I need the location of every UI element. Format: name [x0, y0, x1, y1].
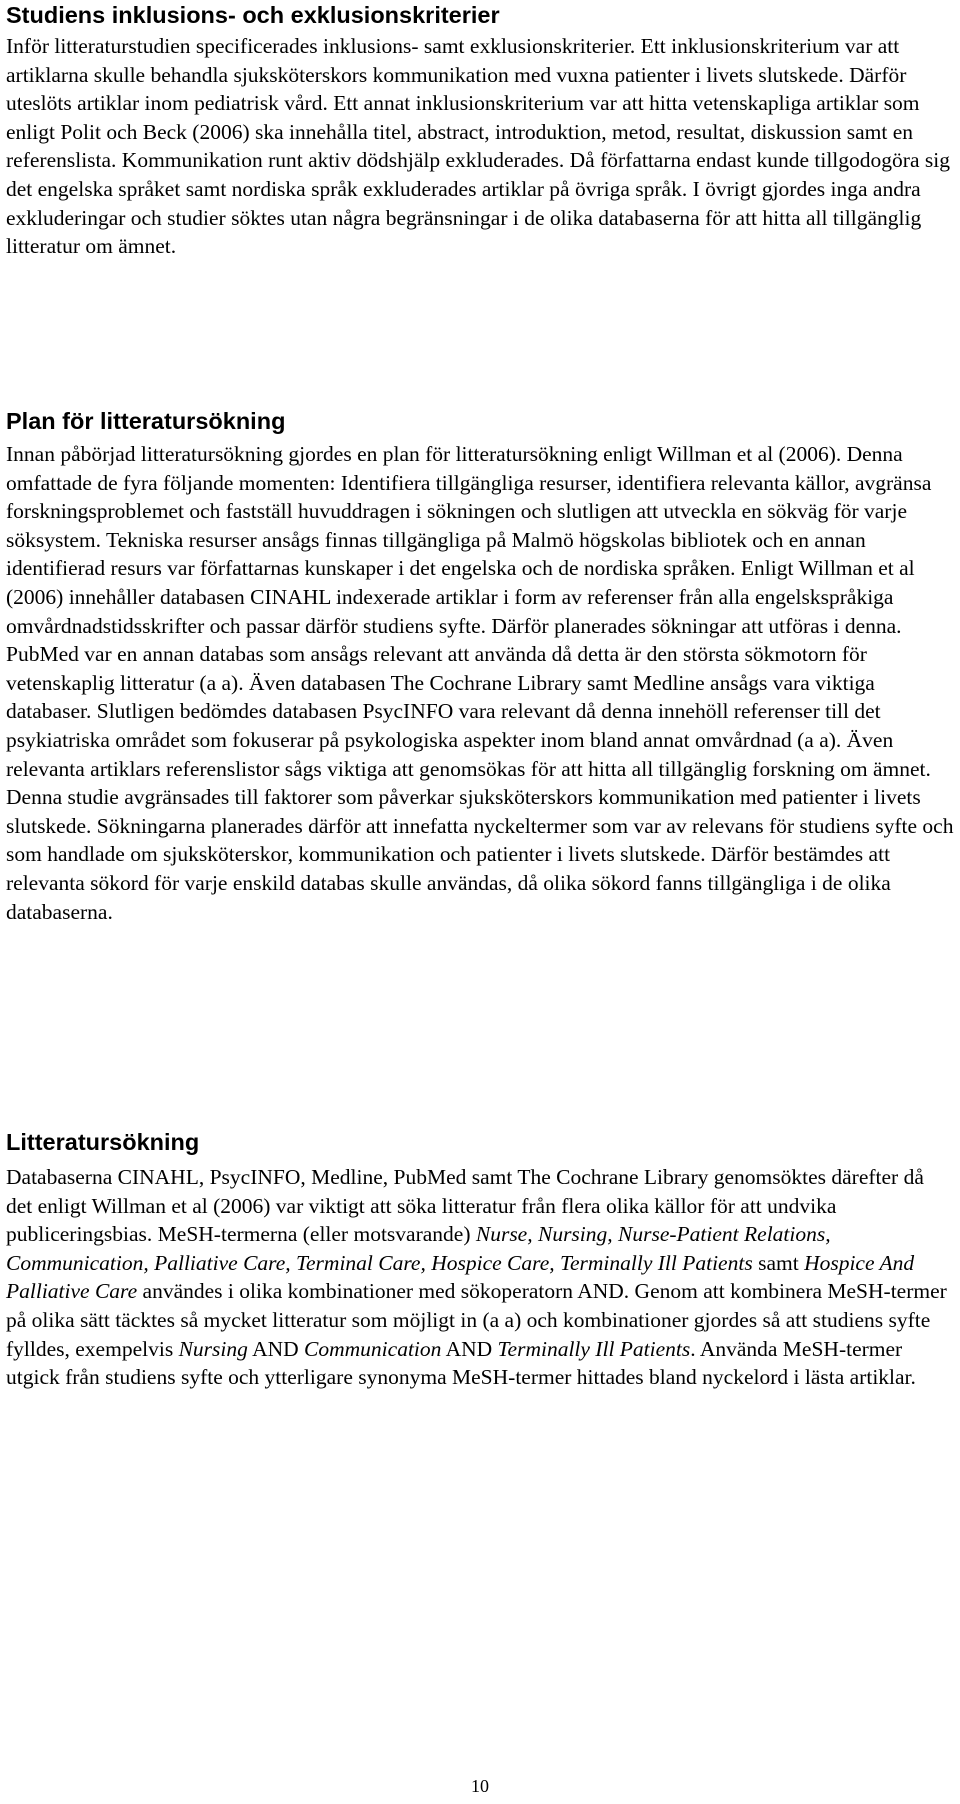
text-run: . Använda MeSH-termer utgick från studiens syfte och ytterligare synonyma MeSH-termer hittades bland nyckelord i lästa artiklar. [6, 1336, 916, 1390]
mesh-term-italic: Hospice And Palliative Care [6, 1250, 915, 1304]
paragraph-inclusion-criteria: Inför litteraturstudien specificerades inklusions- samt exklusionskriterier. Ett inklusionskriterium var att artiklarna skulle behandla sjuksköterskors kommunikation med vuxna patienter i livets slutskede. Därför uteslöts artiklar inom pediatrisk vård. Ett annat inklusionskriterium var att hitta vetenskapliga artiklar som enligt Polit och Beck (2006) ska innehålla titel, abstract, introduktion, metod, resultat, diskussion samt en referenslista. Kommunikation runt aktiv dödshjälp exkluderades. Då författarna endast kunde tillgodogöra sig det engelska språket samt nordiska språk exkluderades artiklar på övriga språk. I övrigt gjordes inga andra exkluderingar och studier söktes utan några begränsningar i de olika databaserna för att hitta all tillgänglig litteratur om ämnet. [6, 34, 950, 259]
text-run: Databaserna CINAHL, PsycINFO, Medline, PubMed samt The Cochrane Library genomsöktes därefter då det enligt Willman et al (2006) var viktigt att söka litteratur från flera olika källor för att undvika publiceringsbias. MeSH-termerna (eller motsvarande) [6, 1165, 924, 1247]
mesh-term-italic: Nursing [178, 1336, 248, 1361]
section-heading-inclusion-criteria: Studiens inklusions- och exklusionskriterier [6, 2, 500, 28]
mesh-terms-italic: Nurse, Nursing, Nurse-Patient Relations, Communication, Palliative Care, Terminal Care, Hospice Care, Terminally Ill Patients [6, 1222, 831, 1275]
mesh-term-italic: Communication [304, 1336, 442, 1361]
text-run: samt [752, 1250, 805, 1275]
paragraph-literature-search [6, 1163, 954, 1392]
paragraph-search-plan: Innan påbörjad litteratursökning gjordes en plan för litteratursökning enligt Willman et al (2006). Denna omfattade de fyra följande momenten: Identifiera tillgängliga resurser, identifiera relevanta källor, avgränsa forskningsproblemet och fastställ huvuddragen i sökningen och slutligen att utveckla en sökväg för varje söksystem. Tekniska resurser ansågs finnas tillgängliga på Malmö högskolas bibliotek och en annan identifierad resurs var författarnas kunskaper i det engelska och de nordiska språken. Enligt Willman et al (2006) innehåller databasen CINAHL indexerade artiklar i form av referenser från alla engelskspråkiga omvårdnadstidsskrifter och passar därför studiens syfte. Därför planerades sökningar att utföras i denna. PubMed var en annan databas som ansågs relevant att använda då detta är den största sökmotorn för vetenskaplig litteratur (a a). Även databasen The Cochrane Library samt Medline ansågs vara viktiga databaser. Slutligen bedömdes databasen PsycINFO vara relevant då denna innehöll referenser till det psykiatriska området som fokuserar på psykologiska aspekter inom bland annat omvårdnad (a a). Även relevanta artiklars referenslistor sågs viktiga att genomsökas för att hitta all tillgänglig forskning om ämnet. Denna studie avgränsades till faktorer som påverkar sjuksköterskors kommunikation med patienter i livets slutskede. Sökningarna planerades därför att innefatta nyckeltermer som var av relevans för studiens syfte och som handlade om sjuksköterskor, kommunikation och patienter i livets slutskede. Därför bestämdes att relevanta sökord för varje enskild databas skulle användas, då olika sökord fanns tillgängliga i de olika databaserna. [6, 442, 954, 924]
text-run: AND [441, 1336, 498, 1361]
text-run: AND [247, 1336, 305, 1361]
mesh-term-italic: Terminally Ill Patients [497, 1336, 691, 1361]
text-run: användes i olika kombinationer med sökoperatorn AND. Genom att kombinera MeSH-termer på olika sätt täcktes så mycket litteratur som möjligt in (a a) och kombinationer gjordes så att studiens syfte fylldes, exempelvis [6, 1279, 947, 1361]
page-number: 10 [471, 1776, 489, 1796]
section-heading-search-plan: Plan för litteratursökning [6, 408, 286, 434]
section-heading-literature-search: Litteratursökning [6, 1129, 200, 1155]
